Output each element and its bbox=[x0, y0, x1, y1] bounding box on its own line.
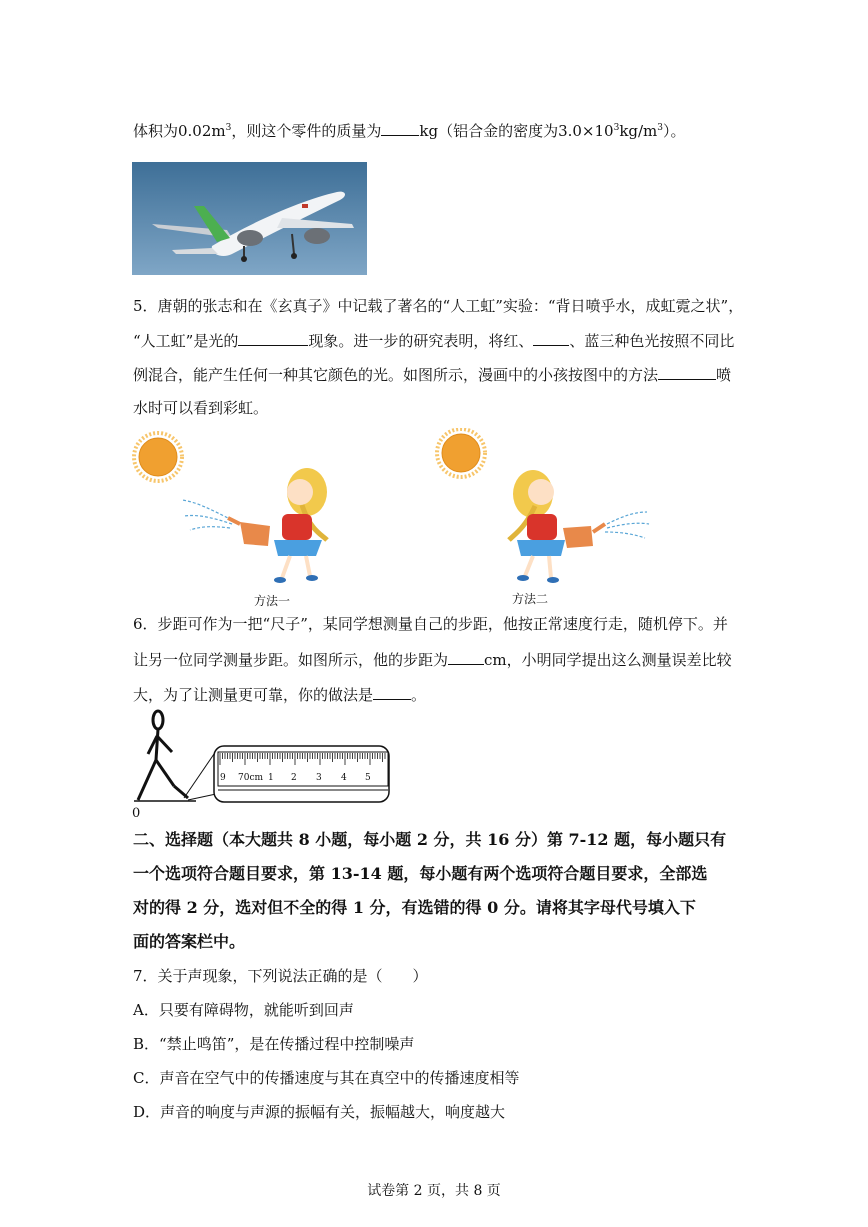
section2-line3: 对的得 2 分，选对但不全的得 1 分，有选错的得 0 分。请将其字母代号填入下 bbox=[133, 898, 696, 917]
girl-figure bbox=[509, 470, 605, 583]
q4-text: kg（铝合金的密度为3.0×10 bbox=[419, 122, 614, 140]
airplane-photo bbox=[132, 162, 367, 275]
q6-text: cm，小明同学提出这么测量误差比较 bbox=[484, 651, 732, 669]
ruler-label: 1 bbox=[268, 773, 274, 783]
q4-text: ，则这个零件的质量为 bbox=[231, 122, 382, 140]
ruler-label: 9 bbox=[220, 773, 226, 783]
q4-sup: 3 bbox=[613, 123, 620, 133]
q6-text: 大，为了让测量更可靠，你的做法是 bbox=[133, 686, 374, 704]
method1-illustration bbox=[132, 430, 342, 590]
answer-blank[interactable] bbox=[381, 120, 419, 136]
q7-option-d[interactable]: D．声音的响度与声源的振幅有关，振幅越大，响度越大 bbox=[133, 1103, 506, 1121]
q6-line3 bbox=[133, 684, 426, 705]
walking-person-icon bbox=[138, 711, 188, 800]
q6-text: 。 bbox=[411, 686, 427, 704]
q4-tail-line bbox=[133, 118, 686, 141]
q5-line2 bbox=[133, 330, 734, 351]
answer-blank[interactable] bbox=[238, 330, 308, 346]
q6-line2 bbox=[133, 649, 732, 670]
q5-text: 现象。进一步的研究表明，将红、 bbox=[308, 332, 534, 350]
ruler-label: 5 bbox=[365, 773, 371, 783]
page-footer: 试卷第 2 页，共 8 页 bbox=[367, 1183, 501, 1199]
zero-label: 0 bbox=[132, 806, 141, 821]
q5-line3 bbox=[133, 364, 731, 385]
q7-stem: 7．关于声现象，下列说法正确的是（ ） bbox=[133, 967, 428, 985]
answer-blank[interactable] bbox=[373, 684, 411, 700]
q5-text: “人工虹”是光的 bbox=[133, 332, 239, 350]
answer-blank[interactable] bbox=[533, 330, 569, 346]
section2-line1: 二、选择题（本大题共 8 小题，每小题 2 分，共 16 分）第 7-12 题，每小题只有 bbox=[133, 830, 727, 849]
answer-blank[interactable] bbox=[658, 364, 716, 380]
ruler-label: 3 bbox=[316, 773, 322, 783]
ruler-label: 70cm bbox=[238, 773, 264, 783]
ruler-label: 2 bbox=[291, 773, 297, 783]
q4-text: 体积为0.02m bbox=[133, 122, 226, 140]
q4-sup: 3 bbox=[657, 123, 664, 133]
q4-text: kg/m bbox=[619, 122, 658, 140]
step-measure-figure bbox=[128, 708, 393, 820]
q7-option-a[interactable]: A．只要有障碍物，就能听到回声 bbox=[133, 1001, 354, 1019]
q5-line1: 5．唐朝的张志和在《玄真子》中记载了著名的“人工虹”实验：“背日喷乎水，成虹霓之状”， bbox=[133, 297, 744, 315]
answer-blank[interactable] bbox=[448, 649, 484, 665]
q5-text: 例混合，能产生任何一种其它颜色的光。如图所示，漫画中的小孩按图中的方法 bbox=[133, 366, 659, 384]
sun-icon bbox=[437, 429, 485, 477]
q5-text: 、蓝三种色光按照不同比 bbox=[569, 332, 735, 350]
q5-text: 喷 bbox=[716, 366, 732, 384]
q4-text: ）。 bbox=[663, 122, 686, 140]
girl-figure bbox=[228, 468, 327, 583]
section2-line2: 一个选项符合题目要求，第 13-14 题，每小题有两个选项符合题目要求，全部选 bbox=[133, 864, 708, 883]
q6-line1: 6．步距可作为一把“尺子”，某同学想测量自己的步距，他按正常速度行走，随机停下。并 bbox=[133, 615, 728, 633]
q4-sup: 3 bbox=[225, 123, 232, 133]
q5-line4: 水时可以看到彩虹。 bbox=[133, 399, 269, 417]
q7-option-c[interactable]: C．声音在空气中的传播速度与其在真空中的传播速度相等 bbox=[133, 1069, 520, 1087]
sun-icon bbox=[134, 433, 182, 481]
q6-text: 让另一位同学测量步距。如图所示，他的步距为 bbox=[133, 651, 449, 669]
method1-caption: 方法一 bbox=[254, 594, 291, 608]
ruler-label: 4 bbox=[341, 773, 347, 783]
method2-caption: 方法二 bbox=[512, 592, 549, 606]
method2-illustration bbox=[435, 428, 665, 588]
section2-line4: 面的答案栏中。 bbox=[133, 932, 246, 951]
q7-option-b[interactable]: B．“禁止鸣笛”，是在传播过程中控制噪声 bbox=[133, 1035, 415, 1053]
